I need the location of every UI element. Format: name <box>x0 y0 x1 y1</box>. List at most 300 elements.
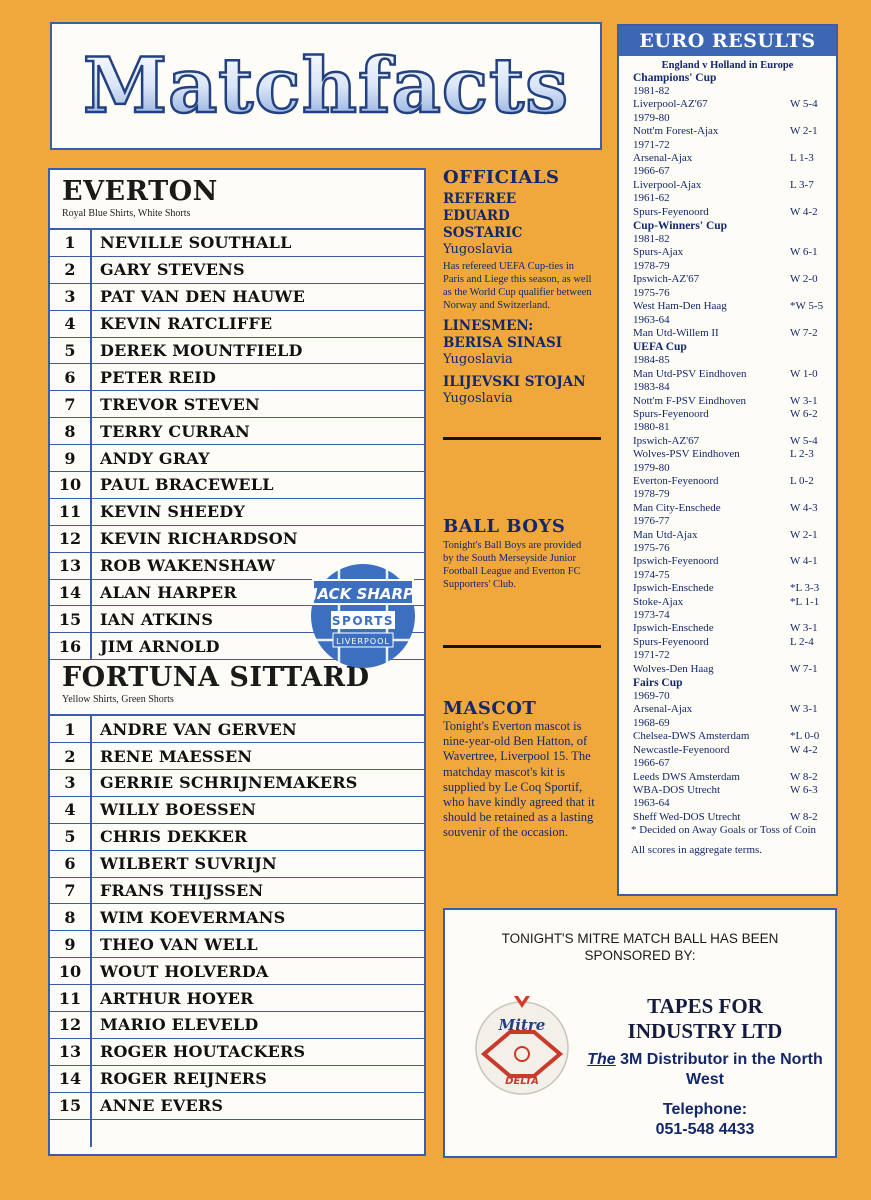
result-fixture: 1978-79 <box>633 259 670 272</box>
result-score <box>790 649 824 662</box>
player-row <box>50 958 424 985</box>
result-score <box>790 139 824 152</box>
result-fixture: Man Utd-PSV Eindhoven <box>633 367 747 380</box>
everton-kit: Royal Blue Shirts, White Shorts <box>62 208 191 219</box>
result-fixture: Ipswich-Enschede <box>633 622 714 635</box>
player-name: PAT VAN DEN HAUWE <box>100 287 305 307</box>
result-fixture: 1976-77 <box>633 515 670 528</box>
result-line <box>619 502 836 515</box>
jack-sharp-sports-logo <box>309 562 417 670</box>
result-fixture: Liverpool-Ajax <box>633 178 702 191</box>
player-row <box>50 797 424 824</box>
result-line <box>619 314 836 327</box>
player-row <box>50 284 424 311</box>
result-score <box>790 569 824 582</box>
competition-heading: UEFA Cup <box>633 341 687 354</box>
fortuna-team-name: FORTUNA SITTARD <box>62 662 370 694</box>
player-number: 11 <box>50 499 92 525</box>
player-name: THEO VAN WELL <box>100 934 258 954</box>
result-fixture: 1969-70 <box>633 690 670 703</box>
jack-sharp-line2: SPORTS <box>331 614 395 628</box>
result-line <box>619 690 836 703</box>
result-fixture: 1963-64 <box>633 313 670 326</box>
result-line <box>619 636 836 649</box>
result-score <box>790 757 824 770</box>
result-score: *L 3-3 <box>790 582 820 595</box>
player-name: ARTHUR HOYER <box>100 988 254 1008</box>
result-fixture: 1963-64 <box>633 797 670 810</box>
result-fixture: 1974-75 <box>633 568 670 581</box>
competition-heading: Fairs Cup <box>633 677 683 690</box>
result-fixture: Ipswich-Enschede <box>633 582 714 595</box>
result-fixture: Leeds DWS Amsterdam <box>633 770 740 783</box>
result-score: *L 0-0 <box>790 730 820 743</box>
competition-heading: Champions' Cup <box>633 72 717 84</box>
ball-boys-section <box>443 516 603 648</box>
result-score: *W 5-5 <box>790 300 824 313</box>
player-row <box>50 472 424 499</box>
player-number: 4 <box>50 797 92 823</box>
result-line <box>619 529 836 542</box>
result-line <box>619 649 836 662</box>
result-score <box>790 112 824 125</box>
ball-boys-text: Tonight's Ball Boys are provided by the South Merseyside Junior Football League and Everton FC Supporters' Club. <box>443 540 582 590</box>
result-line <box>619 703 836 716</box>
player-number: 12 <box>50 526 92 552</box>
player-name: TREVOR STEVEN <box>100 394 260 414</box>
player-name: PAUL BRACEWELL <box>100 475 274 495</box>
result-line <box>619 408 836 421</box>
result-score: W 3-1 <box>790 394 818 407</box>
result-fixture: 1978-79 <box>633 488 670 501</box>
result-fixture: 1979-80 <box>633 111 670 124</box>
player-row <box>50 1039 424 1066</box>
result-score <box>790 354 824 367</box>
result-fixture: Arsenal-Ajax <box>633 703 693 716</box>
result-fixture: Spurs-Ajax <box>633 246 684 259</box>
result-score: W 2-0 <box>790 273 818 286</box>
result-fixture: Arsenal-Ajax <box>633 152 693 165</box>
result-line <box>619 555 836 568</box>
distributor-text <box>585 1050 825 1090</box>
result-fixture: Newcastle-Feyenoord <box>633 743 730 756</box>
result-score <box>790 314 824 327</box>
result-line <box>619 462 836 475</box>
result-score <box>790 462 824 475</box>
result-score: W 6-2 <box>790 407 818 420</box>
result-line <box>619 475 836 488</box>
result-fixture: Spurs-Feyenoord <box>633 407 709 420</box>
euro-aggregate-note: All scores in aggregate terms. <box>631 843 763 856</box>
result-fixture: Man Utd-Willem II <box>633 326 719 339</box>
result-line <box>619 542 836 555</box>
empty-row <box>50 1120 424 1147</box>
sponsor-heading: TONIGHT'S MITRE MATCH BALL HAS BEEN SPONSORED BY: <box>501 931 779 963</box>
euro-results-panel <box>617 24 838 896</box>
result-line <box>619 717 836 730</box>
player-name: IAN ATKINS <box>100 609 214 629</box>
player-row <box>50 311 424 338</box>
result-score <box>790 233 824 246</box>
player-row <box>50 445 424 472</box>
player-number: 16 <box>50 633 92 659</box>
result-score: W 3-1 <box>790 703 818 716</box>
player-number: 1 <box>50 716 92 742</box>
team-sheet-panel <box>48 168 426 1156</box>
result-line <box>619 622 836 635</box>
result-fixture: 1979-80 <box>633 461 670 474</box>
player-name: FRANS THIJSSEN <box>100 881 264 901</box>
result-line <box>619 435 836 448</box>
fortuna-kit: Yellow Shirts, Green Shorts <box>62 694 174 706</box>
result-line <box>619 165 836 178</box>
empty-num-cell <box>50 1120 92 1147</box>
result-score: L 2-4 <box>790 635 814 648</box>
result-score: W 5-4 <box>790 434 818 447</box>
player-number: 6 <box>50 364 92 390</box>
player-row <box>50 364 424 391</box>
player-row <box>50 1093 424 1120</box>
sponsor-panel <box>443 908 837 1158</box>
result-score <box>790 381 824 394</box>
result-score: W 5-4 <box>790 98 818 111</box>
result-score <box>790 690 824 703</box>
player-row <box>50 904 424 931</box>
distributor-the: The <box>587 1051 616 1068</box>
player-number: 11 <box>50 985 92 1011</box>
result-score: W 2-1 <box>790 528 818 541</box>
jack-sharp-line1: JACK SHARP <box>311 585 415 603</box>
everton-header <box>50 170 424 228</box>
result-fixture: Ipswich-Feyenoord <box>633 555 719 568</box>
player-name: NEVILLE SOUTHALL <box>100 233 292 253</box>
result-fixture: WBA-DOS Utrecht <box>633 783 721 796</box>
euro-results-subtitle: England v Holland in Europe <box>661 60 794 71</box>
result-score: *L 1-1 <box>790 595 820 608</box>
player-number: 2 <box>50 743 92 769</box>
competition-heading: Cup-Winners' Cup <box>633 220 728 233</box>
euro-footnote: * Decided on Away Goals or Toss of Coin <box>631 824 816 837</box>
result-line <box>619 797 836 810</box>
result-line <box>619 515 836 528</box>
result-line <box>619 395 836 408</box>
player-name: PETER REID <box>100 367 217 387</box>
result-score <box>790 260 824 273</box>
result-fixture: 1966-67 <box>633 165 670 178</box>
player-row <box>50 985 424 1012</box>
player-row <box>50 257 424 284</box>
result-line <box>619 730 836 743</box>
result-line <box>619 771 836 784</box>
result-fixture: 1983-84 <box>633 381 670 394</box>
referee-bio: Has refereed UEFA Cup-ties in Paris and Liege this season, as well as the World Cup qualifier between Norway and Switzerland. <box>443 261 592 311</box>
matchfacts-title-logo <box>66 32 586 140</box>
player-name: ANDRE VAN GERVEN <box>100 719 297 739</box>
linesman-1-nationality: Yugoslavia <box>443 352 513 367</box>
company-name-line1: TAPES FOR <box>647 994 763 1018</box>
player-number: 7 <box>50 878 92 904</box>
result-fixture: Ipswich-AZ'67 <box>633 273 700 286</box>
title-panel <box>50 22 602 150</box>
result-line <box>619 582 836 595</box>
player-number: 13 <box>50 553 92 579</box>
player-row <box>50 1066 424 1093</box>
result-score: W 3-1 <box>790 622 818 635</box>
result-line <box>619 139 836 152</box>
result-score <box>790 85 824 98</box>
everton-team-name: EVERTON <box>62 176 218 207</box>
result-score: L 2-3 <box>790 448 814 461</box>
player-number: 2 <box>50 257 92 283</box>
officials-section <box>443 167 613 440</box>
player-number: 12 <box>50 1012 92 1038</box>
result-fixture: West Ham-Den Haag <box>633 300 727 313</box>
player-name: KEVIN RATCLIFFE <box>100 314 273 334</box>
mitre-ball-logo <box>470 992 574 1096</box>
result-line <box>619 152 836 165</box>
result-fixture: 1980-81 <box>633 421 670 434</box>
result-line <box>619 354 836 367</box>
divider <box>443 437 601 440</box>
player-row <box>50 526 424 553</box>
result-line <box>619 98 836 111</box>
result-fixture: 1975-76 <box>633 286 670 299</box>
result-score: W 7-2 <box>790 326 818 339</box>
result-score <box>790 488 824 501</box>
player-row <box>50 230 424 257</box>
player-name: WILBERT SUVRIJN <box>100 854 277 874</box>
telephone-label: Telephone: <box>662 1101 748 1118</box>
result-line <box>619 421 836 434</box>
result-fixture: 1966-67 <box>633 757 670 770</box>
result-score: W 4-1 <box>790 555 818 568</box>
result-line <box>619 381 836 394</box>
result-score: L 3-7 <box>790 178 814 191</box>
player-number: 10 <box>50 472 92 498</box>
result-fixture: Man Utd-Ajax <box>633 528 698 541</box>
result-line <box>619 192 836 205</box>
mitre-ball-brand: Mitre <box>498 1016 546 1034</box>
player-name: WIM KOEVERMANS <box>100 907 286 927</box>
player-number: 6 <box>50 851 92 877</box>
player-name: JIM ARNOLD <box>100 636 220 656</box>
result-fixture: Spurs-Feyenoord <box>633 635 709 648</box>
result-score <box>790 609 824 622</box>
result-score: W 7-1 <box>790 662 818 675</box>
referee-first-name: EDUARD <box>443 208 510 224</box>
result-fixture: Wolves-PSV Eindhoven <box>633 448 740 461</box>
player-name: WILLY BOESSEN <box>100 800 257 820</box>
result-fixture: Spurs-Feyenoord <box>633 205 709 218</box>
player-number: 5 <box>50 824 92 850</box>
result-line <box>619 233 836 246</box>
distributor-rest: 3M Distributor in the North West <box>615 1051 823 1088</box>
ball-boys-title: BALL BOYS <box>443 516 566 537</box>
player-name: ALAN HARPER <box>100 583 237 603</box>
player-row <box>50 878 424 905</box>
result-fixture: Nott'm F-PSV Eindhoven <box>633 394 747 407</box>
telephone-number: 051-548 4433 <box>655 1121 755 1138</box>
player-name: TERRY CURRAN <box>100 421 250 441</box>
player-name: ANNE EVERS <box>100 1096 224 1116</box>
result-line <box>619 112 836 125</box>
player-row <box>50 770 424 797</box>
euro-results-list <box>619 71 836 824</box>
officials-title: OFFICIALS <box>443 167 560 188</box>
referee-nationality: Yugoslavia <box>443 242 513 257</box>
result-score: W 4-2 <box>790 743 818 756</box>
result-score: W 6-3 <box>790 783 818 796</box>
player-name: GARY STEVENS <box>100 260 245 280</box>
result-fixture: Wolves-Den Haag <box>633 662 714 675</box>
player-name: DEREK MOUNTFIELD <box>100 341 303 360</box>
result-score: W 1-0 <box>790 367 818 380</box>
result-line <box>619 488 836 501</box>
result-line <box>619 287 836 300</box>
player-name: GERRIE SCHRIJNEMAKERS <box>100 773 358 793</box>
sponsor-details <box>585 994 825 1140</box>
player-row <box>50 824 424 851</box>
result-line <box>619 179 836 192</box>
result-fixture: 1975-76 <box>633 542 670 554</box>
result-score <box>790 797 824 810</box>
euro-results-title: EURO RESULTS <box>619 26 836 56</box>
result-fixture: 1981-82 <box>633 85 670 97</box>
mascot-title: MASCOT <box>443 698 537 719</box>
result-line <box>619 368 836 381</box>
page-title: Matchfacts <box>82 41 570 130</box>
player-number: 3 <box>50 284 92 310</box>
result-fixture: Everton-Feyenoord <box>633 474 719 487</box>
result-line <box>619 757 836 770</box>
player-name: ROGER REIJNERS <box>100 1069 267 1089</box>
result-line <box>619 246 836 259</box>
fortuna-roster <box>50 714 424 1119</box>
player-row <box>50 338 424 365</box>
player-name: RENE MAESSEN <box>100 746 253 766</box>
player-name: ROB WAKENSHAW <box>100 556 276 576</box>
company-name-line2: INDUSTRY LTD <box>627 1019 783 1043</box>
empty-name-cell <box>92 1120 424 1147</box>
result-score <box>790 717 824 730</box>
result-line <box>619 273 836 286</box>
player-number: 7 <box>50 391 92 417</box>
result-line <box>619 569 836 582</box>
player-row <box>50 418 424 445</box>
player-number: 15 <box>50 1093 92 1119</box>
player-row <box>50 716 424 743</box>
jack-sharp-line3: LIVERPOOL <box>336 637 390 646</box>
result-line <box>619 609 836 622</box>
result-line <box>619 327 836 340</box>
result-fixture: 1961-62 <box>633 192 670 205</box>
result-fixture: 1981-82 <box>633 233 670 246</box>
result-line <box>619 448 836 461</box>
result-score: W 2-1 <box>790 125 818 138</box>
result-score: W 4-3 <box>790 501 818 514</box>
player-row <box>50 851 424 878</box>
player-number: 1 <box>50 230 92 256</box>
referee-last-name: SOSTARIC <box>443 225 523 241</box>
mascot-section <box>443 698 603 841</box>
player-name: ANDY GRAY <box>100 448 210 468</box>
result-fixture: Chelsea-DWS Amsterdam <box>633 730 750 743</box>
referee-label: REFEREE <box>443 191 517 207</box>
player-number: 4 <box>50 311 92 337</box>
player-row <box>50 1012 424 1039</box>
result-fixture: Man City-Enschede <box>633 501 721 514</box>
linesman-2-name: ILIJEVSKI STOJAN <box>443 374 586 390</box>
player-number: 13 <box>50 1039 92 1065</box>
result-fixture: Ipswich-AZ'67 <box>633 434 700 447</box>
result-line <box>619 663 836 676</box>
result-score <box>790 515 824 528</box>
result-score: L 0-2 <box>790 474 814 487</box>
player-row <box>50 931 424 958</box>
result-score: W 8-2 <box>790 770 818 783</box>
mitre-ball-model: DELTA <box>505 1076 539 1087</box>
result-score: W 6-1 <box>790 246 818 259</box>
player-number: 14 <box>50 580 92 606</box>
result-line <box>619 596 836 609</box>
player-number: 10 <box>50 958 92 984</box>
result-fixture: Stoke-Ajax <box>633 595 684 608</box>
divider <box>443 645 601 648</box>
result-fixture: Liverpool-AZ'67 <box>633 98 708 111</box>
result-score: L 1-3 <box>790 152 814 165</box>
player-name: MARIO ELEVELD <box>100 1015 259 1035</box>
result-fixture: Nott'm Forest-Ajax <box>633 125 719 138</box>
player-number: 5 <box>50 338 92 364</box>
player-name: WOUT HOLVERDA <box>100 961 269 981</box>
result-fixture: 1971-72 <box>633 138 670 151</box>
result-score <box>790 542 824 555</box>
linesman-1-name: BERISA SINASI <box>443 335 563 351</box>
result-score <box>790 287 824 300</box>
result-score <box>790 165 824 178</box>
player-row <box>50 391 424 418</box>
result-score <box>790 421 824 434</box>
result-fixture: Sheff Wed-DOS Utrecht <box>633 810 741 823</box>
player-name: KEVIN RICHARDSON <box>100 529 298 549</box>
player-row <box>50 743 424 770</box>
result-fixture: 1984-85 <box>633 354 670 367</box>
result-line <box>619 85 836 98</box>
linesmen-label: LINESMEN: <box>443 318 534 334</box>
result-score: W 4-2 <box>790 205 818 218</box>
result-score: W 8-2 <box>790 810 818 823</box>
result-fixture: 1973-74 <box>633 609 670 622</box>
player-number: 15 <box>50 606 92 632</box>
result-line <box>619 260 836 273</box>
result-fixture: 1968-69 <box>633 716 670 729</box>
player-name: KEVIN SHEEDY <box>100 502 245 522</box>
player-number: 3 <box>50 770 92 796</box>
player-row <box>50 499 424 526</box>
result-line <box>619 784 836 797</box>
player-number: 9 <box>50 445 92 471</box>
result-score <box>790 192 824 205</box>
result-line <box>619 206 836 219</box>
player-number: 14 <box>50 1066 92 1092</box>
player-number: 9 <box>50 931 92 957</box>
player-name: CHRIS DEKKER <box>100 827 248 847</box>
player-name: ROGER HOUTACKERS <box>100 1042 306 1062</box>
player-number: 8 <box>50 418 92 444</box>
mascot-text: Tonight's Everton mascot is nine-year-old Ben Hatton, of Wavertree, Liverpool 15. The matchday mascot's kit is supplied by Le Coq Sportif, who have kindly agreed that it should be retained as a lasting souvenir of the occasion. <box>443 719 595 840</box>
result-fixture: 1971-72 <box>633 649 670 662</box>
result-line <box>619 125 836 138</box>
